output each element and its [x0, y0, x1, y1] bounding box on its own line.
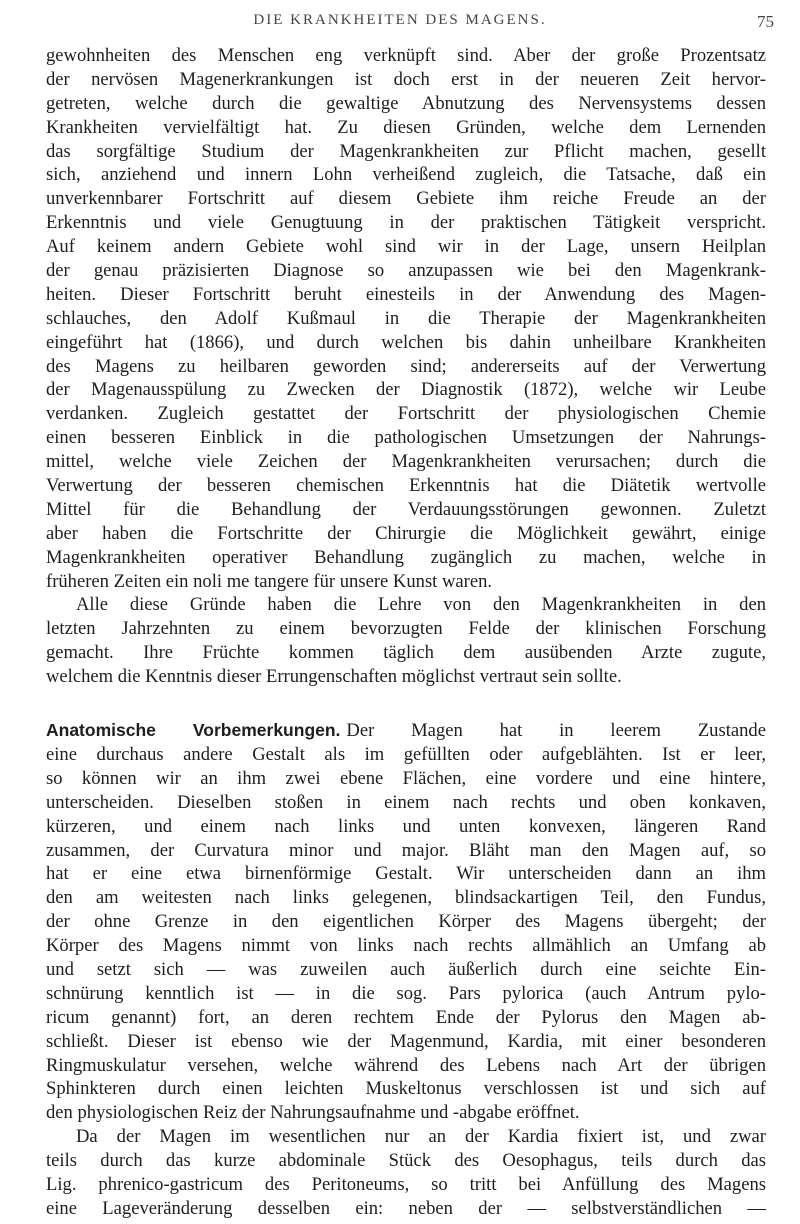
section-heading: Anatomische Vorbemerkungen.: [46, 720, 341, 741]
text-line: unterscheiden. Dieselben stoßen in einem nach rechts und oben konkaven,: [46, 791, 766, 813]
text-line: aber haben die Fortschritte der Chirurgie die Möglichkeit gewährt, einige: [46, 522, 766, 544]
text-line: Alle diese Gründe haben die Lehre von den Magenkrankheiten in den: [76, 594, 766, 616]
text-line: eine durchaus andere Gestalt als im gefüllten oder aufgeblähten. Ist er leer,: [46, 743, 766, 765]
text-line: eine Lageveränderung desselben ein: neben der — selbstverständlichen —: [46, 1197, 766, 1219]
text-line: der nervösen Magenerkrankungen ist doch erst in der neueren Zeit hervor-: [46, 68, 766, 90]
text-line: Erkenntnis und viele Genugtuung in der praktischen Tätigkeit verspricht.: [46, 212, 766, 234]
text-line: einen besseren Einblick in die pathologischen Umsetzungen der Nahrungs-: [46, 427, 766, 449]
running-title: DIE KRANKHEITEN DES MAGENS.: [253, 12, 547, 28]
text-line: verdanken. Zugleich gestattet der Fortschritt der physiologischen Chemie: [46, 403, 766, 425]
text-line: schlauches, den Adolf Kußmaul in die Therapie der Magenkrankheiten: [46, 307, 766, 329]
paragraph: [46, 593, 766, 689]
text-line: Ringmuskulatur versehen, welche während des Lebens nach Art der übrigen: [46, 1054, 766, 1076]
text-line: schnürung kenntlich ist — in die sog. Pars pylorica (auch Antrum pylo-: [46, 982, 766, 1004]
text-line: eingeführt hat (1866), und durch welchen bis dahin unheilbare Krankheiten: [46, 331, 766, 353]
section-first-line-text: Der Magen hat in leerem Zustande: [346, 720, 766, 742]
text-line: schließt. Dieser ist ebenso wie der Magenmund, Kardia, mit einer besonderen: [46, 1030, 766, 1052]
text-line: hat er eine etwa birnenförmige Gestalt. Wir unterscheiden dann an ihm: [46, 863, 766, 885]
text-line: des Magens zu heilbaren geworden sind; andererseits auf der Verwertung: [46, 355, 766, 377]
text-line: der ohne Grenze in den eigentlichen Körper des Magens übergeht; der: [46, 911, 766, 933]
text-line: Lig. phrenico-gastricum des Peritoneums, so tritt bei Anfüllung des Magens: [46, 1173, 766, 1195]
text-line: Mittel für die Behandlung der Verdauungsstörungen gewonnen. Zuletzt: [46, 498, 766, 520]
text-line: mittel, welche viele Zeichen der Magenkrankheiten verursachen; durch die: [46, 451, 766, 473]
text-line: heiten. Dieser Fortschritt beruht einesteils in der Anwendung des Magen-: [46, 283, 766, 305]
text-line: Sphinkteren durch einen leichten Muskeltonus verschlossen ist und sich auf: [46, 1078, 766, 1100]
text-line: letzten Jahrzehnten zu einem bevorzugten Felde der klinischen Forschung: [46, 618, 766, 640]
text-line: früheren Zeiten ein noli me tangere für unsere Kunst waren.: [46, 570, 493, 592]
text-line: Krankheiten vervielfältigt hat. Zu diesen Gründen, welche dem Lernenden: [46, 116, 766, 138]
text-line: der genau präzisierten Diagnose so anzupassen wie bei den Magenkrank-: [46, 260, 766, 282]
text-line: den am weitesten nach links gelegenen, blindsackartigen Teil, den Fundus,: [46, 887, 766, 909]
text-line: kürzeren, und einem nach links und unten konvexen, längeren Rand: [46, 815, 766, 837]
body-text: [46, 44, 766, 1221]
text-line: den physiologischen Reiz der Nahrungsaufnahme und -abgabe eröffnet.: [46, 1102, 580, 1124]
text-line: Verwertung der besseren chemischen Erkenntnis hat die Diätetik wertvolle: [46, 475, 766, 497]
text-line: zusammen, der Curvatura minor und major. Bläht man den Magen auf, so: [46, 839, 766, 861]
text-line: teils durch das kurze abdominale Stück des Oesophagus, teils durch das: [46, 1150, 766, 1172]
text-line: und setzt sich — was zuweilen auch äußerlich durch eine seichte Ein-: [46, 958, 766, 980]
text-line: Da der Magen im wesentlichen nur an der Kardia fixiert ist, und zwar: [76, 1126, 766, 1148]
section-anatomy: [46, 719, 766, 1125]
text-line: welchem die Kenntnis dieser Errungenschaften möglichst vertraut sein sollte.: [46, 666, 622, 688]
text-line: das sorgfältige Studium der Magenkrankheiten zur Pflicht machen, gesellt: [46, 140, 766, 162]
text-line: ricum genannt) fort, an deren rechtem Ende der Pylorus den Magen ab-: [46, 1006, 766, 1028]
paragraph: [46, 1125, 766, 1221]
text-line: unverkennbarer Fortschritt auf diesem Gebiete ihm reiche Freude an der: [46, 188, 766, 210]
text-line: der Magenausspülung zu Zwecken der Diagnostik (1872), welche wir Leube: [46, 379, 766, 401]
text-line: getreten, welche durch die gewaltige Abnutzung des Nervensystems dessen: [46, 92, 766, 114]
paragraph-continuation: [46, 44, 766, 593]
text-line: Körper des Magens nimmt von links nach rechts allmählich an Umfang ab: [46, 935, 766, 957]
section-first-line: [46, 719, 766, 743]
text-line: gewohnheiten des Menschen eng verknüpft sind. Aber der große Prozentsatz: [46, 45, 766, 66]
page-number: 75: [757, 12, 774, 31]
text-line: Magenkrankheiten operativer Behandlung zugänglich zu machen, welche in: [46, 546, 766, 568]
text-line: gemacht. Ihre Früchte kommen täglich dem ausübenden Arzte zugute,: [46, 642, 766, 664]
text-line: Auf keinem andern Gebiete wohl sind wir in der Lage, unsern Heilplan: [46, 236, 766, 258]
text-line: sich, anziehend und innern Lohn verheißend zugleich, die Tatsache, daß ein: [46, 164, 766, 186]
section-gap: [46, 689, 766, 719]
running-head: [0, 12, 800, 42]
section-paragraph: [46, 743, 766, 1125]
text-line: so können wir an ihm zwei ebene Flächen, eine vordere und eine hintere,: [46, 767, 766, 789]
